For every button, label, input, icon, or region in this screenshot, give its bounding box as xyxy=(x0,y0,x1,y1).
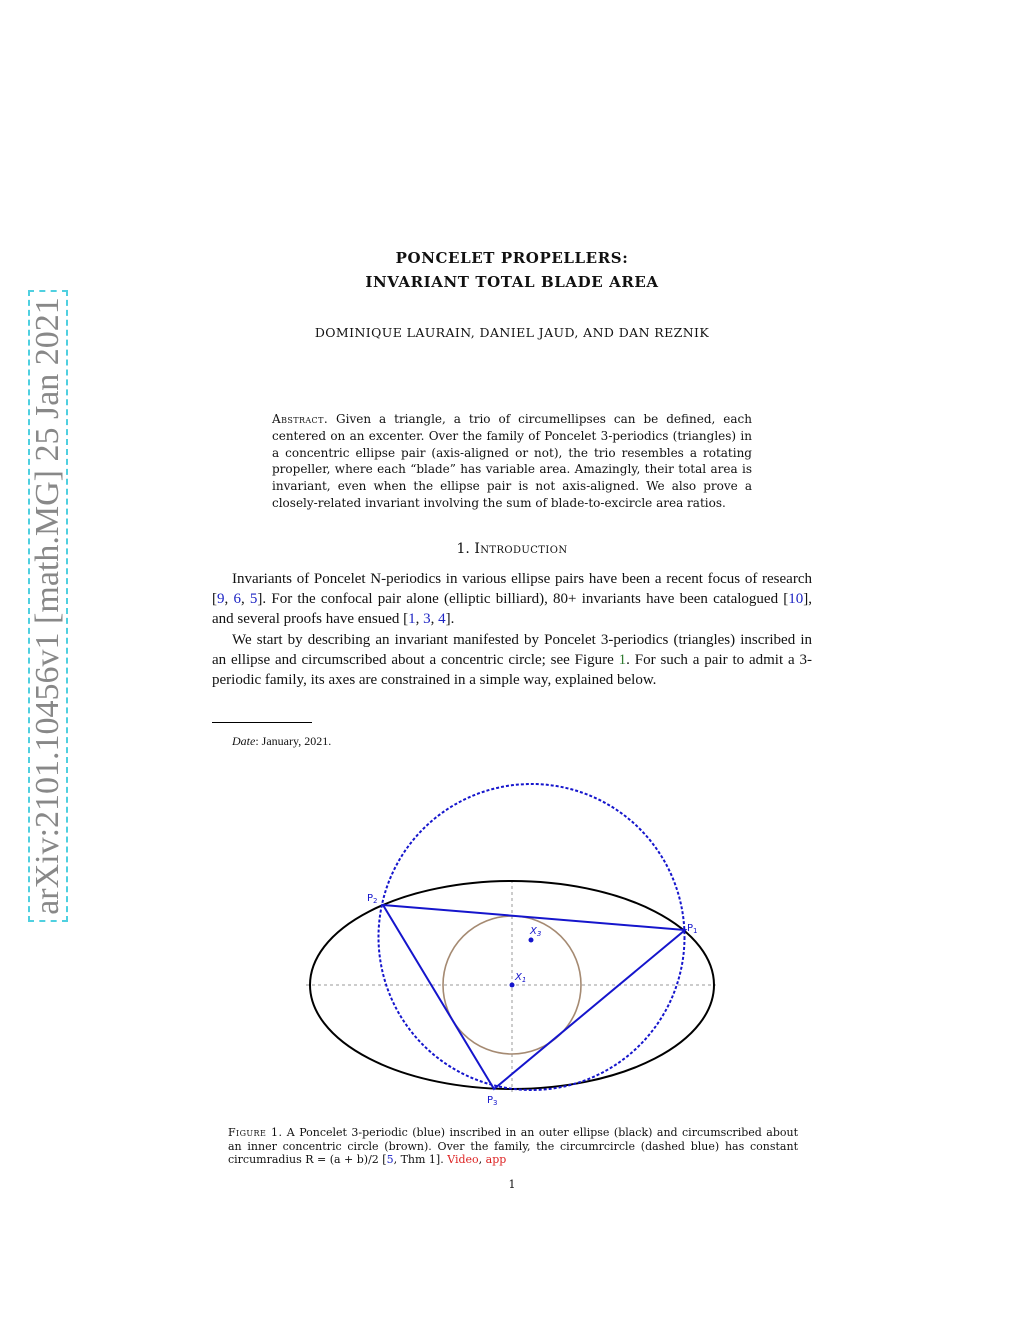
footnote-text: : January, 2021. xyxy=(255,734,332,748)
x3-point xyxy=(529,938,534,943)
citation-link[interactable]: 4 xyxy=(438,611,446,628)
intro-paragraph-1: Invariants of Poncelet N-periodics in various ellipse pairs have been a recent focus of research [9, 6, 5]. For the confocal pair alone (elliptic billiard), 80+ invariants have been catalogued [10], and several proofs have ensued [1, 3, 4]. xyxy=(212,571,813,628)
figure-caption: Figure 1. A Poncelet 3-periodic (blue) inscribed in an outer ellipse (black) and circumscribed about an inner concentric circle (brown). Over the family, the circumrcircle (dashed blue) has constant circumradius R = (a + b)/2 [5, Thm 1]. Video, app xyxy=(228,1126,798,1167)
app-link[interactable]: app xyxy=(485,1153,507,1167)
citation-link[interactable]: 6 xyxy=(233,591,241,608)
p2-label: $P_2$ xyxy=(367,893,378,905)
x1-label: $X_1$ xyxy=(515,972,527,984)
citation-link[interactable]: 3 xyxy=(423,611,431,628)
x1-point xyxy=(510,983,515,988)
abstract-text: Given a triangle, a trio of circumellipses can be defined, each centered on an excenter. Over the family of Poncelet 3-periodics (triangles) in a concentric ellipse pair (axis-aligned or not), the trio resembles a rotating propeller, where each “blade” has variable area. Amazingly, their total area is invariant, even when the ellipse pair is not axis-aligned. We also prove a closely-related invariant involving the sum of blade-to-excircle area ratios. xyxy=(272,412,752,510)
footnote-label: Date xyxy=(232,734,256,748)
arxiv-stamp xyxy=(28,290,68,922)
section-title: Introduction xyxy=(474,541,568,557)
citation-link[interactable]: 9 xyxy=(217,591,225,608)
caption-label: Figure 1. xyxy=(228,1126,283,1139)
citation-link[interactable]: 1 xyxy=(408,611,416,628)
footnote xyxy=(232,734,331,749)
p3-label: $P_3$ xyxy=(487,1095,498,1107)
section-number: 1. xyxy=(456,541,470,557)
abstract-label: Abstract. xyxy=(272,412,329,426)
citation-link[interactable]: 10 xyxy=(788,591,804,608)
footnote-rule xyxy=(212,722,312,723)
paper-title-line1: PONCELET PROPELLERS: xyxy=(395,249,629,267)
citation-link[interactable]: 5 xyxy=(249,591,258,608)
intro-paragraph-2: We start by describing an invariant manifested by Poncelet 3-periodics (triangles) inscribed in an ellipse and circumscribed about a concentric circle; see Figure 1. For such a pair to admit a 3-periodic family, its axes are constrained in a simple way, explained below. xyxy=(212,632,812,689)
x3-label: $X_3$ xyxy=(530,926,542,938)
video-link[interactable]: Video xyxy=(447,1153,479,1167)
p1-label: $P_1$ xyxy=(687,923,698,935)
authors: DOMINIQUE LAURAIN, DANIEL JAUD, AND DAN REZNIK xyxy=(314,325,710,340)
section-heading xyxy=(212,541,812,557)
circumcircle xyxy=(379,784,685,1090)
page-number: 1 xyxy=(508,1178,516,1191)
abstract xyxy=(272,411,752,512)
paper-title-line2: INVARIANT TOTAL BLADE AREA xyxy=(365,273,659,291)
citation-link[interactable]: 5 xyxy=(386,1153,394,1167)
arxiv-stamp-text: arXiv:2101.10456v1 [math.MG] 25 Jan 2021 xyxy=(29,297,66,915)
figure-diagram xyxy=(296,780,726,1110)
figure-link[interactable]: 1 xyxy=(618,652,627,669)
